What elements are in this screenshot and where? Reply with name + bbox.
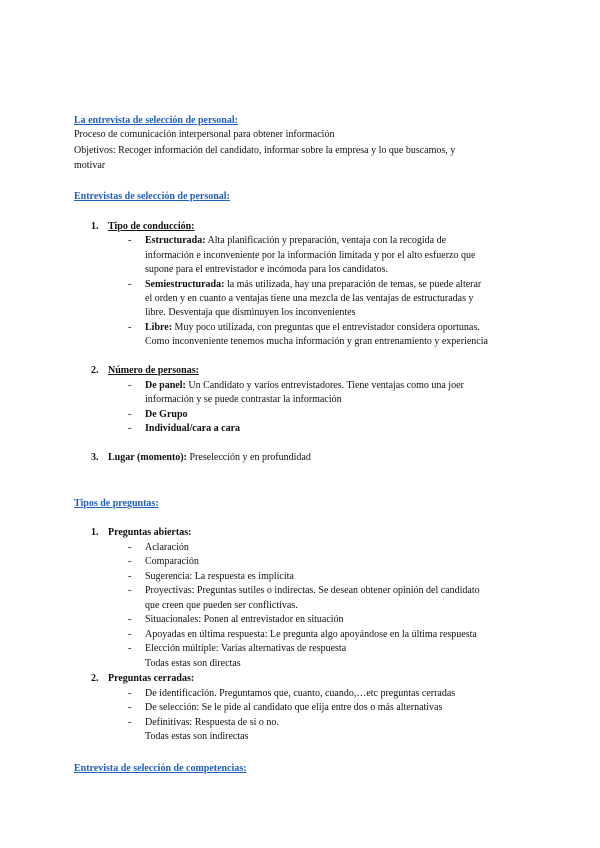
bullet-dash: - — [128, 643, 132, 654]
section-heading-entrevistas: Entrevistas de selección de personal: — [74, 191, 230, 202]
bullet-dash: - — [128, 702, 132, 713]
bullet-text-cont: Todas estas son indirectas — [145, 731, 249, 742]
objectives-line-cont: motivar — [74, 160, 106, 171]
bullet-text: Apoyadas en última respuesta: Le pregunta algo apoyándose en la última respuesta — [145, 629, 477, 640]
bullet-dash: - — [128, 585, 132, 596]
bullet-dash: - — [128, 717, 132, 728]
bullet-text: la más utilizada, hay una preparación de temas, se puede alterar — [224, 279, 482, 290]
bullet-lead: Libre: — [145, 322, 173, 333]
bullet-text: Aclaración — [145, 542, 189, 553]
list-number: 2. — [91, 673, 99, 684]
bullet-dash: - — [128, 629, 132, 640]
section-heading-competencias: Entrevista de selección de competencias: — [74, 763, 247, 774]
section-heading-entrevista: La entrevista de selección de personal: — [74, 115, 238, 126]
bullet-dash: - — [128, 322, 132, 333]
list-number: 3. — [91, 452, 99, 463]
subsection-title: Número de personas: — [108, 365, 199, 376]
bullet-dash: - — [128, 688, 132, 699]
bullet-lead: Individual/cara a cara — [145, 423, 241, 434]
bullet-text: De identificación. Preguntamos que, cuanto, cuando,…etc preguntas cerradas — [145, 688, 456, 699]
bullet-dash: - — [128, 279, 132, 290]
bullet-item — [145, 278, 481, 292]
subsection-text: Preselección y en profundidad — [186, 452, 311, 463]
bullet-text-cont: Como inconveniente tenemos mucha información y gran entrenamiento y experiencia — [145, 336, 488, 347]
bullet-item — [145, 234, 446, 248]
bullet-dash: - — [128, 409, 132, 420]
bullet-text: De selección: Se le pide al candidato que elija entre dos o más alternativas — [145, 702, 443, 713]
definition-line: Proceso de comunicación interpersonal para obtener información — [74, 129, 335, 140]
bullet-text-cont: Todas estas son directas — [145, 658, 241, 669]
list-number: 1. — [91, 221, 99, 232]
bullet-text-cont: supone para el entrevistador e incómoda para los candidatos. — [145, 264, 388, 275]
bullet-dash: - — [128, 614, 132, 625]
bullet-dash: - — [128, 542, 132, 553]
bullet-text-cont: que creen que pueden ser conflictivas. — [145, 600, 298, 611]
bullet-text-cont: información e inconveniente por la información limitada y por el alto esfuerzo que — [145, 250, 476, 261]
bullet-dash: - — [128, 235, 132, 246]
bullet-dash: - — [128, 423, 132, 434]
bullet-text: Sugerencia: La respuesta es implícita — [145, 571, 294, 582]
objectives-line: Objetivos: Recoger información del candidato, informar sobre la empresa y lo que buscamos, y — [74, 145, 456, 156]
subsection-title: Tipo de conducción: — [108, 221, 195, 232]
bullet-lead: De panel: — [145, 380, 186, 391]
bullet-text: Definitivas: Respuesta de sí o no. — [145, 717, 279, 728]
list-number: 2. — [91, 365, 99, 376]
bullet-dash: - — [128, 556, 132, 567]
bullet-text-cont: el orden y en cuanto a ventajas tiene una mezcla de las ventajas de estructuradas y — [145, 293, 474, 304]
bullet-lead: De Grupo — [145, 409, 188, 420]
bullet-lead: Semiestructurada: — [145, 279, 225, 290]
bullet-text: Situacionales: Ponen al entrevistador en situación — [145, 614, 344, 625]
bullet-dash: - — [128, 380, 132, 391]
section-heading-preguntas: Tipos de preguntas: — [74, 498, 159, 509]
bullet-text: Proyectivas: Preguntas sutiles o indirectas. Se desean obtener opinión del candidato — [145, 585, 480, 596]
bullet-dash: - — [128, 571, 132, 582]
bullet-item — [145, 379, 464, 393]
subsection-title: Preguntas abiertas: — [108, 527, 192, 538]
bullet-text: Muy poco utilizada, con preguntas que el entrevistador considera oportunas. — [172, 322, 480, 333]
subsection-line — [108, 451, 311, 465]
bullet-item — [145, 321, 480, 335]
bullet-text: Alta planificación y preparación, ventaja con la recogida de — [205, 235, 447, 246]
subsection-title: Lugar (momento): — [108, 452, 187, 463]
subsection-title: Preguntas cerradas: — [108, 673, 195, 684]
bullet-text: Elección múltiple: Varias alternativas de respuesta — [145, 643, 347, 654]
bullet-text: Comparación — [145, 556, 199, 567]
bullet-text-cont: información y se puede contrastar la información — [145, 394, 342, 405]
bullet-lead: Estructurada: — [145, 235, 206, 246]
list-number: 1. — [91, 527, 99, 538]
bullet-text-cont: libre. Desventaja que disminuyen los inconvenientes — [145, 307, 356, 318]
bullet-text: Un Candidato y varios entrevistadores. Tiene ventajas como una joer — [185, 380, 464, 391]
